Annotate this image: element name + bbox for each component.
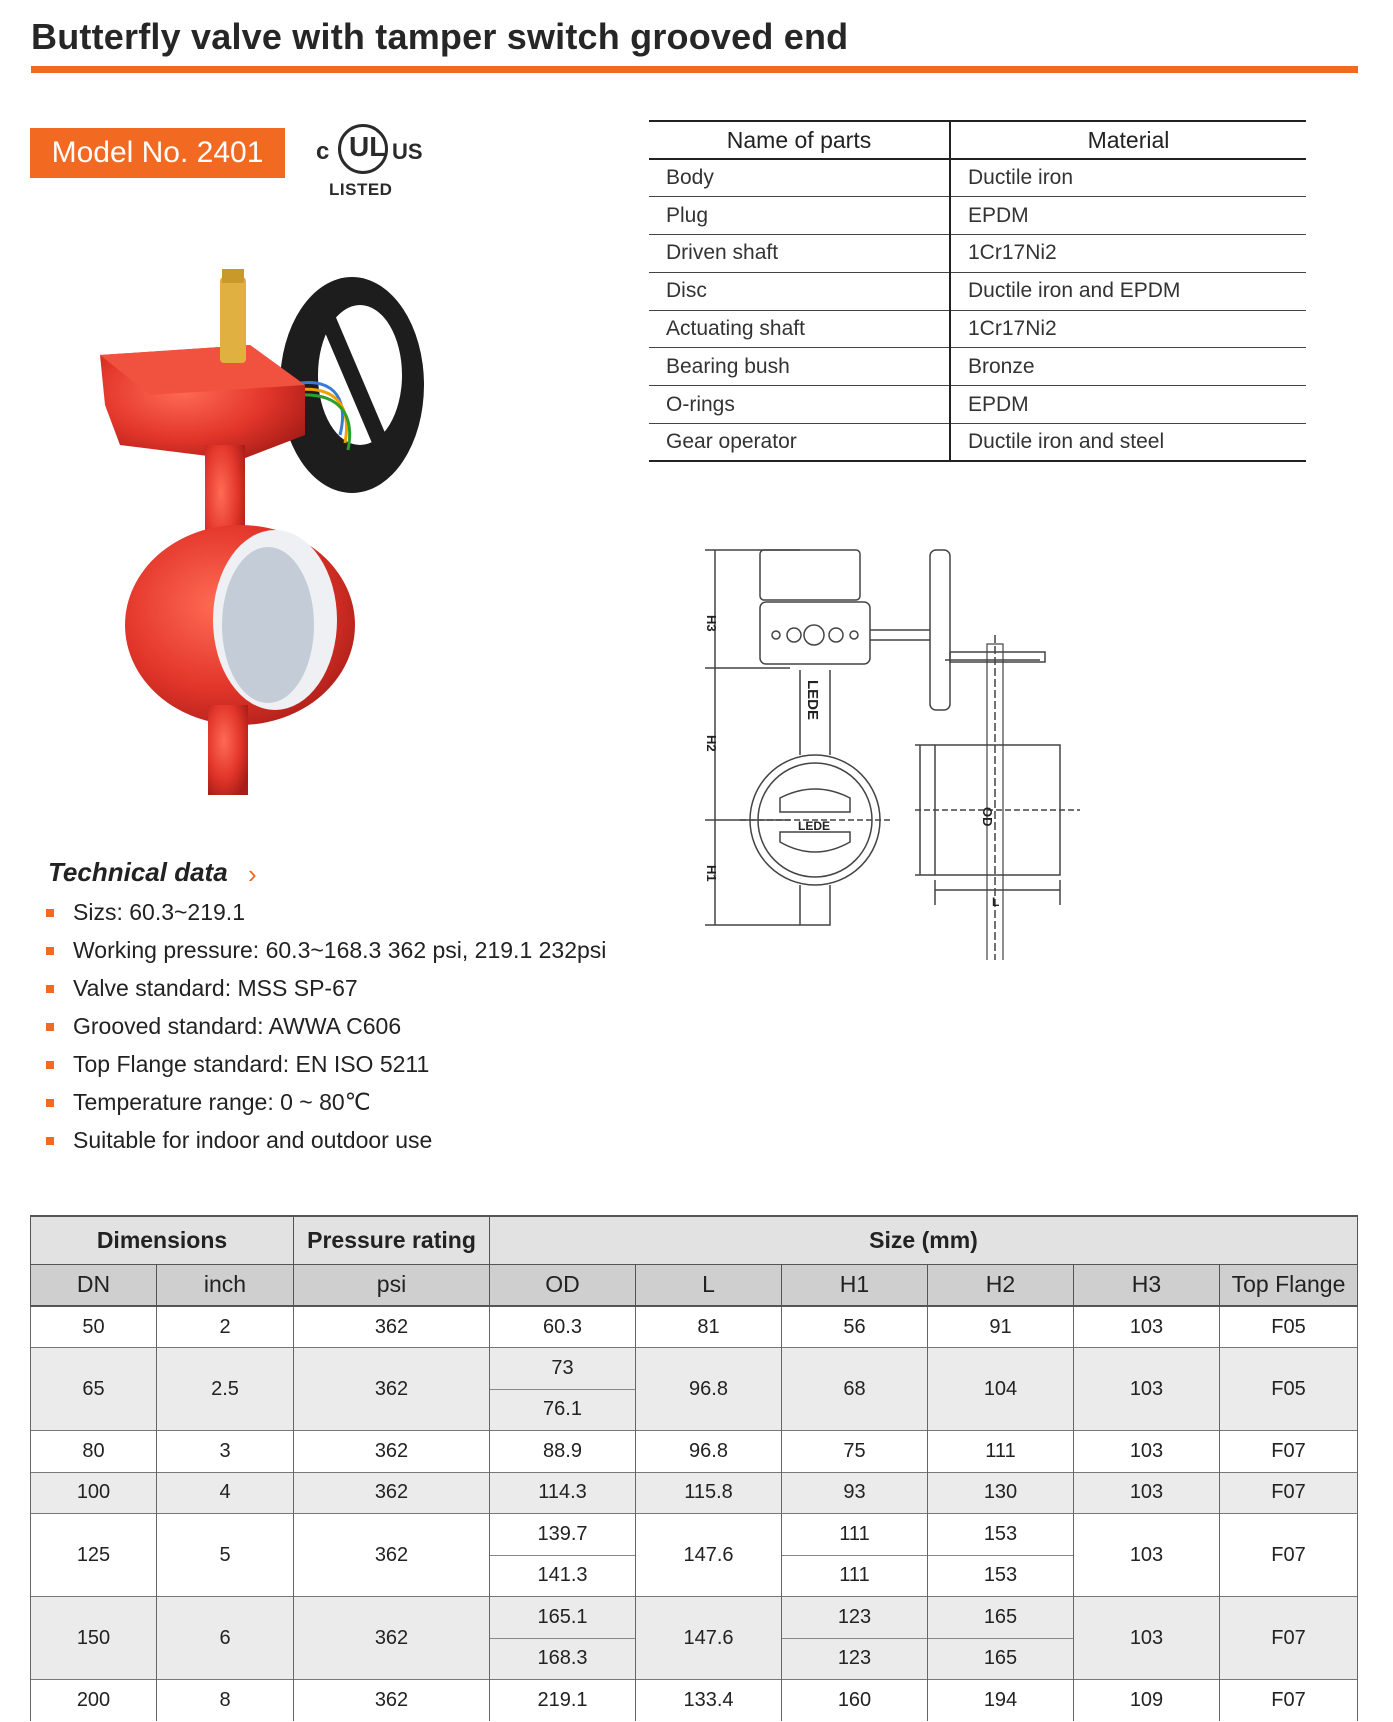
table-row bbox=[649, 348, 1306, 386]
cell-od: 219.1 bbox=[490, 1680, 636, 1722]
cell-l: 96.8 bbox=[636, 1431, 782, 1473]
column-header-row bbox=[31, 1264, 1358, 1306]
cell-h2: 194 bbox=[928, 1680, 1074, 1722]
table-row bbox=[31, 1306, 1358, 1348]
part-name: Plug bbox=[649, 197, 950, 235]
tech-item-text: Valve standard: MSS SP-67 bbox=[73, 975, 358, 1001]
bullet-icon bbox=[46, 1137, 54, 1145]
tech-item-text: Grooved standard: AWWA C606 bbox=[73, 1013, 402, 1039]
cell-dn: 50 bbox=[31, 1306, 157, 1348]
cell-od: 88.9 bbox=[490, 1431, 636, 1473]
part-material: 1Cr17Ni2 bbox=[950, 235, 1306, 273]
cell-od: 139.7 bbox=[490, 1514, 636, 1556]
cell-h2: 165 bbox=[928, 1638, 1074, 1680]
part-name: Driven shaft bbox=[649, 235, 950, 273]
brand-vertical: LEDE bbox=[804, 680, 821, 721]
col-header-dn: DN bbox=[31, 1264, 157, 1306]
bullet-icon bbox=[46, 909, 54, 917]
part-material: Ductile iron bbox=[950, 159, 1306, 197]
cell-h1: 75 bbox=[782, 1431, 928, 1473]
list-item bbox=[46, 1007, 606, 1045]
cell-flange: F07 bbox=[1220, 1680, 1358, 1722]
parts-material-table bbox=[649, 120, 1306, 462]
col-header-h3: H3 bbox=[1074, 1264, 1220, 1306]
cell-h1: 123 bbox=[782, 1638, 928, 1680]
cell-inch: 4 bbox=[157, 1472, 294, 1514]
cell-h3: 103 bbox=[1074, 1348, 1220, 1431]
cell-dn: 65 bbox=[31, 1348, 157, 1431]
ul-mark-text: UL bbox=[349, 131, 387, 162]
brand-disc: LEDE bbox=[798, 819, 831, 833]
cell-h3: 109 bbox=[1074, 1680, 1220, 1722]
cell-od: 165.1 bbox=[490, 1597, 636, 1639]
cell-dn: 80 bbox=[31, 1431, 157, 1473]
table-row bbox=[649, 272, 1306, 310]
model-badge: Model No. 2401 bbox=[30, 128, 285, 178]
title-underline bbox=[31, 66, 1358, 73]
list-item bbox=[46, 1121, 606, 1159]
technical-data-heading: Technical data bbox=[48, 857, 228, 887]
cell-od: 168.3 bbox=[490, 1638, 636, 1680]
cell-h1: 123 bbox=[782, 1597, 928, 1639]
col-header-od: OD bbox=[490, 1264, 636, 1306]
cell-l: 81 bbox=[636, 1306, 782, 1348]
cell-h1: 93 bbox=[782, 1472, 928, 1514]
cell-inch: 2.5 bbox=[157, 1348, 294, 1431]
list-item bbox=[46, 1083, 606, 1121]
cell-h2: 91 bbox=[928, 1306, 1074, 1348]
cell-psi: 362 bbox=[294, 1431, 490, 1473]
od-dimension-label: OD bbox=[980, 807, 995, 827]
tech-item-text: Suitable for indoor and outdoor use bbox=[73, 1127, 433, 1153]
cell-h1: 111 bbox=[782, 1555, 928, 1597]
list-item bbox=[46, 969, 606, 1007]
cell-od: 114.3 bbox=[490, 1472, 636, 1514]
bullet-icon bbox=[46, 947, 54, 955]
col-header-parts: Name of parts bbox=[649, 121, 950, 159]
page-title: Butterfly valve with tamper switch grooved end bbox=[31, 16, 849, 57]
bullet-icon bbox=[46, 1099, 54, 1107]
cell-h1: 56 bbox=[782, 1306, 928, 1348]
table-header-row bbox=[649, 121, 1306, 159]
h2-label: H2 bbox=[704, 735, 719, 752]
col-header-material: Material bbox=[950, 121, 1306, 159]
cell-h3: 103 bbox=[1074, 1514, 1220, 1597]
table-row bbox=[31, 1680, 1358, 1722]
cell-dn: 125 bbox=[31, 1514, 157, 1597]
list-item bbox=[46, 931, 606, 969]
cell-od: 141.3 bbox=[490, 1555, 636, 1597]
part-name: Disc bbox=[649, 272, 950, 310]
table-row bbox=[31, 1431, 1358, 1473]
table-row bbox=[31, 1514, 1358, 1556]
cell-flange: F07 bbox=[1220, 1597, 1358, 1680]
col-header-h1: H1 bbox=[782, 1264, 928, 1306]
cell-l: 147.6 bbox=[636, 1514, 782, 1597]
group-header-row bbox=[31, 1216, 1358, 1264]
part-material: EPDM bbox=[950, 386, 1306, 424]
part-material: Ductile iron and EPDM bbox=[950, 272, 1306, 310]
dimension-drawing bbox=[690, 540, 1180, 960]
group-header-dimensions: Dimensions bbox=[31, 1216, 294, 1264]
list-item bbox=[46, 893, 606, 931]
cell-h1: 111 bbox=[782, 1514, 928, 1556]
part-name: O-rings bbox=[649, 386, 950, 424]
cell-inch: 5 bbox=[157, 1514, 294, 1597]
bullet-icon bbox=[46, 985, 54, 993]
cell-psi: 362 bbox=[294, 1306, 490, 1348]
cell-flange: F07 bbox=[1220, 1431, 1358, 1473]
list-item bbox=[46, 1045, 606, 1083]
table-row bbox=[31, 1348, 1358, 1390]
bullet-icon bbox=[46, 1061, 54, 1069]
part-material: Bronze bbox=[950, 348, 1306, 386]
cell-l: 147.6 bbox=[636, 1597, 782, 1680]
cell-h3: 103 bbox=[1074, 1306, 1220, 1348]
cell-flange: F05 bbox=[1220, 1306, 1358, 1348]
cell-dn: 100 bbox=[31, 1472, 157, 1514]
cell-psi: 362 bbox=[294, 1514, 490, 1597]
col-header-inch: inch bbox=[157, 1264, 294, 1306]
cell-h2: 153 bbox=[928, 1514, 1074, 1556]
col-header-l: L bbox=[636, 1264, 782, 1306]
table-row bbox=[31, 1472, 1358, 1514]
cell-inch: 8 bbox=[157, 1680, 294, 1722]
col-header-h2: H2 bbox=[928, 1264, 1074, 1306]
part-name: Bearing bush bbox=[649, 348, 950, 386]
table-row bbox=[649, 386, 1306, 424]
ul-listed-text: LISTED bbox=[329, 180, 393, 199]
dimensions-table bbox=[30, 1215, 1358, 1721]
cell-h2: 111 bbox=[928, 1431, 1074, 1473]
cell-psi: 362 bbox=[294, 1472, 490, 1514]
cell-dn: 200 bbox=[31, 1680, 157, 1722]
chevron-right-icon: › bbox=[248, 859, 257, 889]
part-material: EPDM bbox=[950, 197, 1306, 235]
table-row bbox=[31, 1597, 1358, 1639]
cell-flange: F05 bbox=[1220, 1348, 1358, 1431]
tech-item-text: Temperature range: 0 ~ 80℃ bbox=[73, 1089, 371, 1115]
cell-h2: 130 bbox=[928, 1472, 1074, 1514]
cell-od: 60.3 bbox=[490, 1306, 636, 1348]
cell-inch: 6 bbox=[157, 1597, 294, 1680]
ul-listed-logo bbox=[312, 122, 424, 202]
cell-psi: 362 bbox=[294, 1680, 490, 1722]
bullet-icon bbox=[46, 1023, 54, 1031]
part-name: Body bbox=[649, 159, 950, 197]
ul-us-letters: US bbox=[392, 139, 423, 164]
cell-inch: 3 bbox=[157, 1431, 294, 1473]
ul-c-letter: c bbox=[316, 138, 330, 165]
group-header-size: Size (mm) bbox=[490, 1216, 1358, 1264]
col-header-top-flange: Top Flange bbox=[1220, 1264, 1358, 1306]
technical-data-list bbox=[46, 893, 606, 1159]
cell-flange: F07 bbox=[1220, 1514, 1358, 1597]
part-name: Gear operator bbox=[649, 424, 950, 462]
cell-psi: 362 bbox=[294, 1597, 490, 1680]
cell-h1: 68 bbox=[782, 1348, 928, 1431]
tech-item-text: Top Flange standard: EN ISO 5211 bbox=[73, 1051, 430, 1077]
cell-l: 96.8 bbox=[636, 1348, 782, 1431]
cell-h2: 104 bbox=[928, 1348, 1074, 1431]
cell-inch: 2 bbox=[157, 1306, 294, 1348]
h1-label: H1 bbox=[704, 865, 719, 882]
part-material: Ductile iron and steel bbox=[950, 424, 1306, 462]
col-header-psi: psi bbox=[294, 1264, 490, 1306]
cell-flange: F07 bbox=[1220, 1472, 1358, 1514]
cell-l: 115.8 bbox=[636, 1472, 782, 1514]
cell-h2: 165 bbox=[928, 1597, 1074, 1639]
table-row bbox=[649, 235, 1306, 273]
cell-dn: 150 bbox=[31, 1597, 157, 1680]
table-row bbox=[649, 197, 1306, 235]
cell-l: 133.4 bbox=[636, 1680, 782, 1722]
tech-item-text: Sizs: 60.3~219.1 bbox=[73, 899, 245, 925]
table-row bbox=[649, 159, 1306, 197]
cell-h3: 103 bbox=[1074, 1597, 1220, 1680]
cell-od: 76.1 bbox=[490, 1389, 636, 1431]
group-header-pressure: Pressure rating bbox=[294, 1216, 490, 1264]
cell-h1: 160 bbox=[782, 1680, 928, 1722]
valve-product-image bbox=[90, 265, 450, 805]
table-row bbox=[649, 424, 1306, 462]
table-row bbox=[649, 310, 1306, 348]
cell-h3: 103 bbox=[1074, 1431, 1220, 1473]
cell-od: 73 bbox=[490, 1348, 636, 1390]
cell-h3: 103 bbox=[1074, 1472, 1220, 1514]
tech-item-text: Working pressure: 60.3~168.3 362 psi, 219.1 232psi bbox=[73, 937, 607, 963]
cell-h2: 153 bbox=[928, 1555, 1074, 1597]
part-material: 1Cr17Ni2 bbox=[950, 310, 1306, 348]
part-name: Actuating shaft bbox=[649, 310, 950, 348]
h3-label: H3 bbox=[704, 615, 719, 632]
l-label: L bbox=[992, 895, 1000, 909]
cell-psi: 362 bbox=[294, 1348, 490, 1431]
